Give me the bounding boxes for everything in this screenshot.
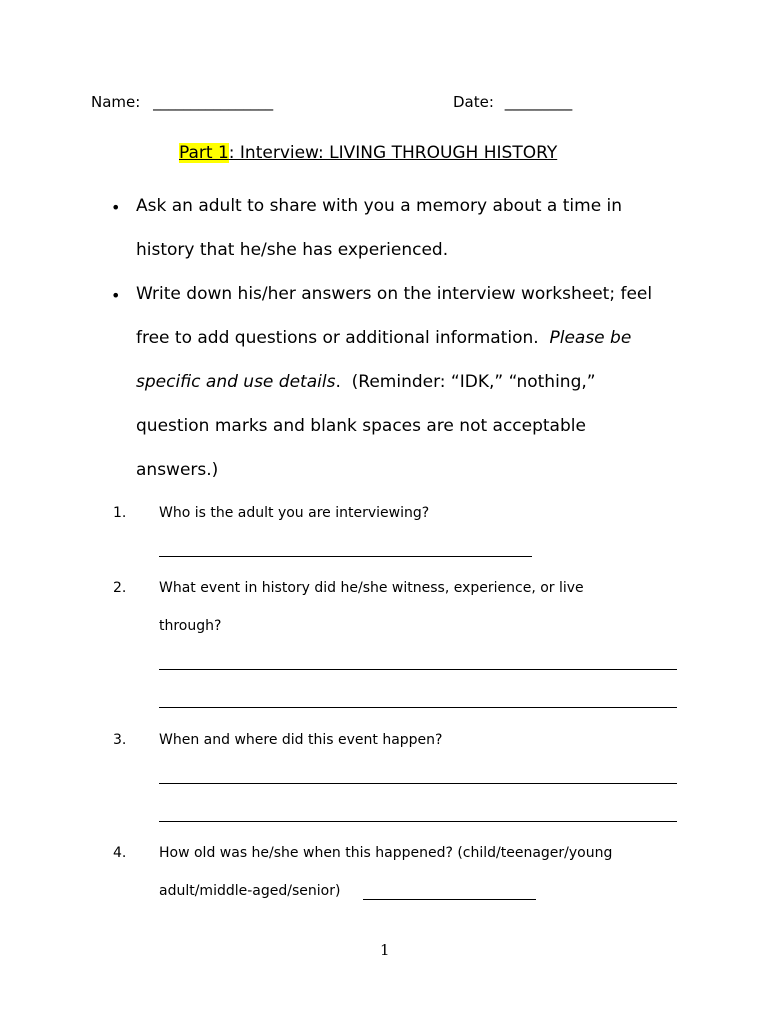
question-2-text: What event in history did he/she witness, experience, or live xyxy=(159,580,584,596)
bullet-2-line-3 xyxy=(136,372,596,392)
bullet-2-line-3-normal: . (Reminder: “IDK,” “nothing,” xyxy=(335,372,596,392)
bullet-2-line-2 xyxy=(136,328,631,348)
question-3-text: When and where did this event happen? xyxy=(159,732,443,748)
question-4-number: 4. xyxy=(113,845,127,861)
page-number: 1 xyxy=(380,941,390,959)
bullet-2-line-1: Write down his/her answers on the interview worksheet; feel xyxy=(136,284,653,304)
answer-2-line-1[interactable] xyxy=(159,669,677,670)
bullet-2-line-5: answers.) xyxy=(136,460,219,480)
bullet-2-line-2-italic: Please be xyxy=(549,328,632,348)
answer-1-line[interactable] xyxy=(159,556,532,557)
question-1-text: Who is the adult you are interviewing? xyxy=(159,505,430,521)
answer-2-line-2[interactable] xyxy=(159,707,677,708)
question-2-number: 2. xyxy=(113,580,127,596)
question-3-number: 3. xyxy=(113,732,127,748)
answer-3-line-2[interactable] xyxy=(159,821,677,822)
question-4-text-cont: adult/middle-aged/senior) xyxy=(159,883,341,899)
answer-4-line[interactable] xyxy=(363,899,536,900)
name-field-row xyxy=(91,93,273,111)
bullet-2-line-2-normal: free to add questions or additional information. xyxy=(136,328,550,348)
date-field-row xyxy=(453,93,572,111)
bullet-1-line-1: Ask an adult to share with you a memory about a time in xyxy=(136,196,623,216)
title-text: : Interview: LIVING THROUGH HISTORY xyxy=(228,143,558,163)
name-label: Name: xyxy=(91,93,141,111)
bullet-icon: • xyxy=(111,286,121,305)
name-blank[interactable]: ________________ xyxy=(153,93,274,111)
bullet-2-line-3-italic: specific and use details xyxy=(136,372,336,392)
date-label: Date: xyxy=(453,93,494,111)
title-part-highlight: Part 1 xyxy=(179,143,229,163)
question-4-text: How old was he/she when this happened? (child/teenager/young xyxy=(159,845,613,861)
date-blank[interactable]: _________ xyxy=(504,93,573,111)
bullet-2-line-4: question marks and blank spaces are not acceptable xyxy=(136,416,586,436)
question-2-text-cont: through? xyxy=(159,618,222,634)
bullet-1-line-2: history that he/she has experienced. xyxy=(136,240,449,260)
answer-3-line-1[interactable] xyxy=(159,783,677,784)
bullet-icon: • xyxy=(111,198,121,217)
page-title xyxy=(179,143,557,163)
question-1-number: 1. xyxy=(113,505,127,521)
